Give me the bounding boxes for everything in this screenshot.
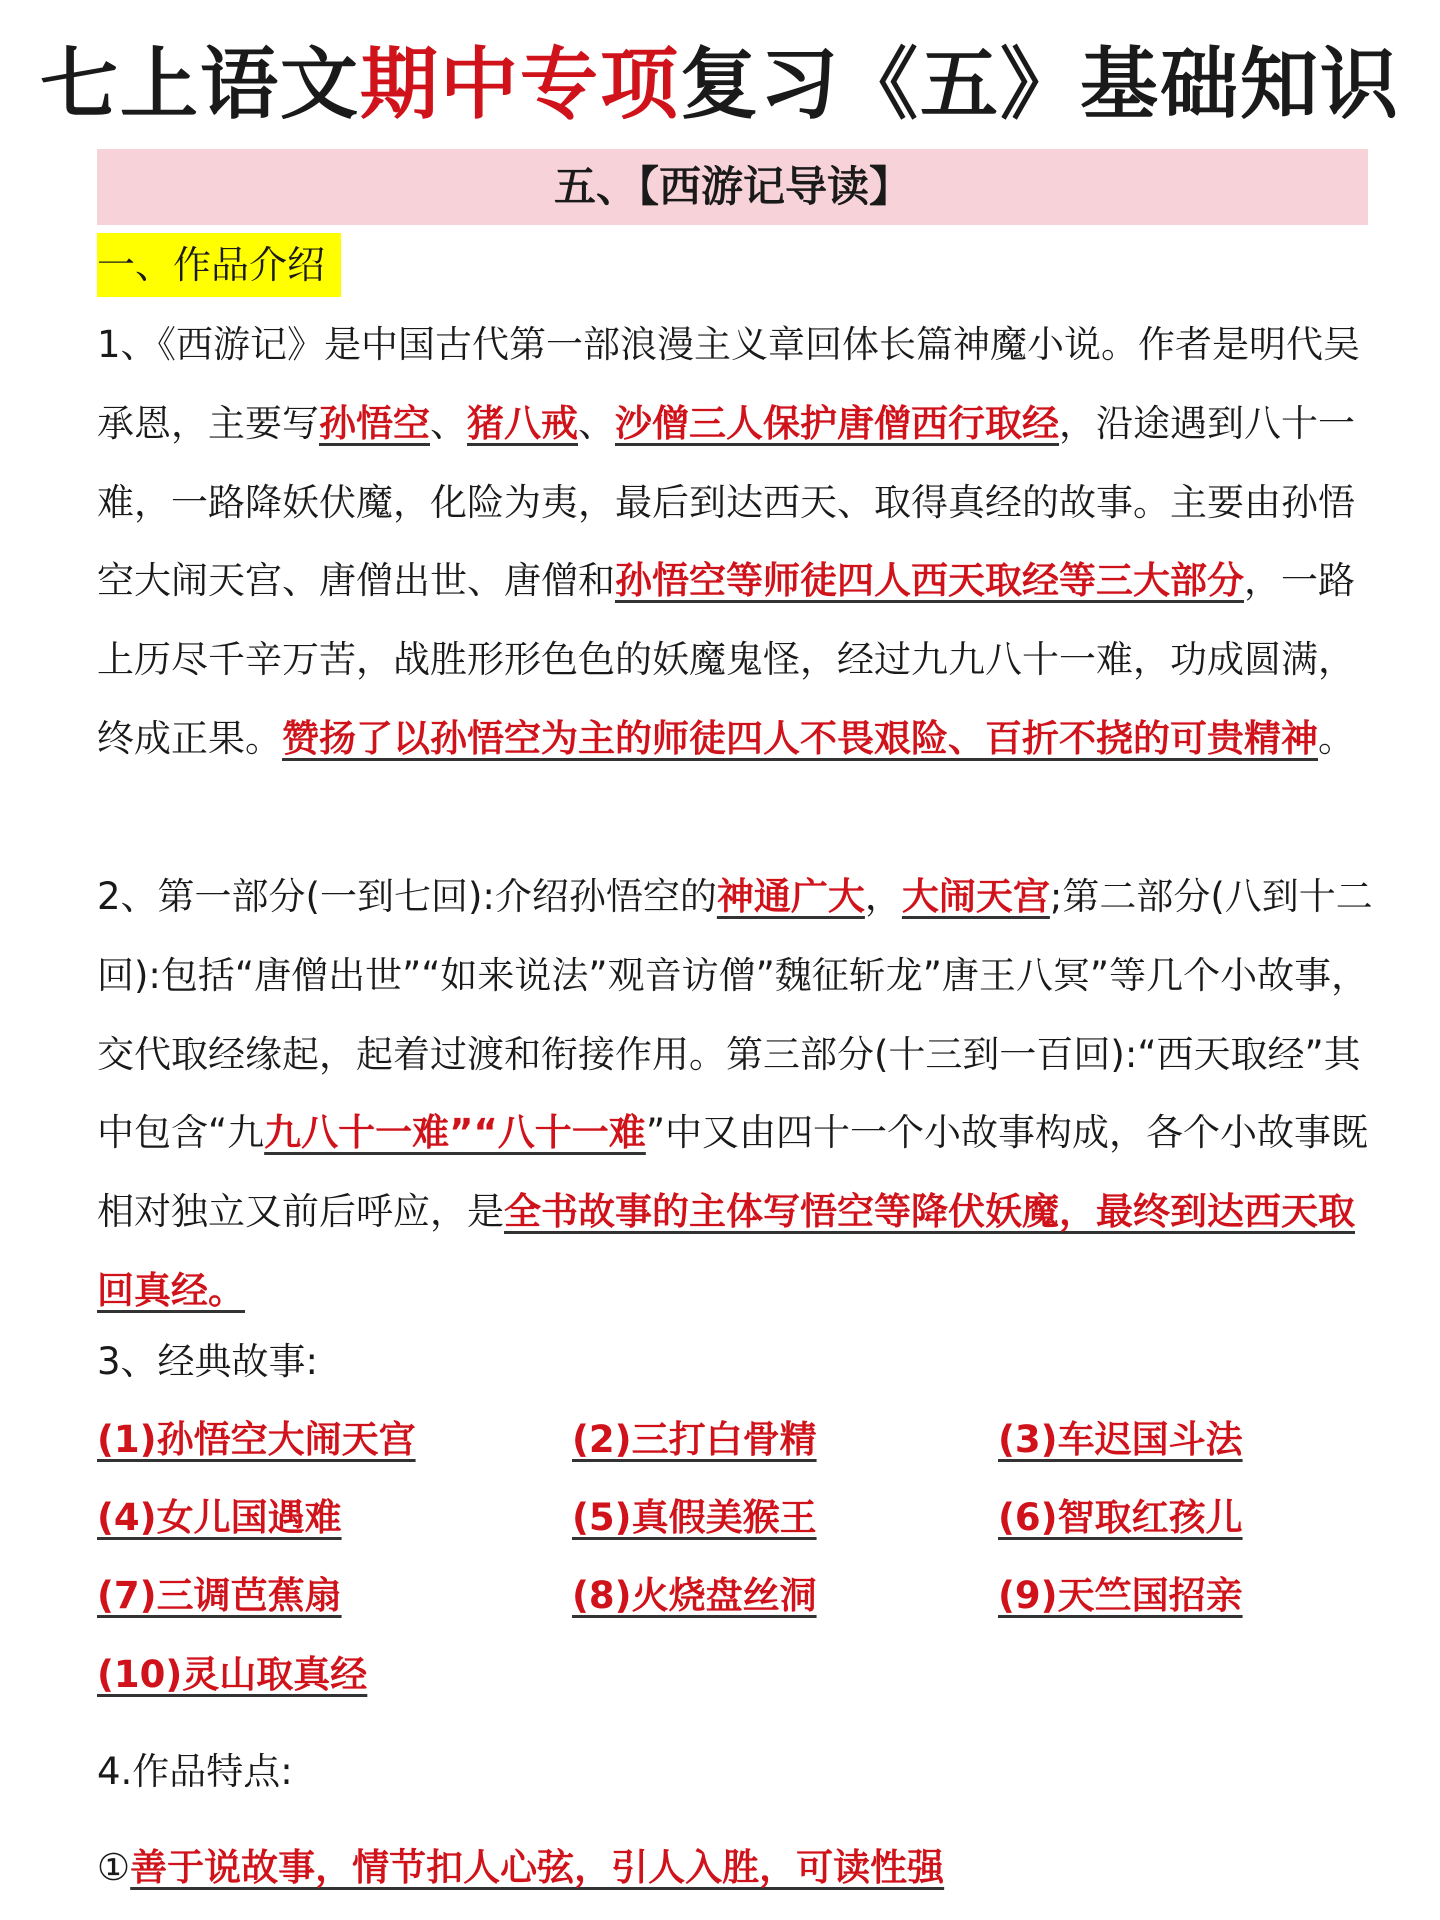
story-item: (2)三打白骨精 (572, 1418, 817, 1461)
features-label: 4.作品特点: (97, 1750, 293, 1793)
story-item: (4)女儿国遇难 (97, 1496, 342, 1539)
story-item: (5)真假美猴王 (572, 1496, 817, 1539)
feature-item-1 (97, 1836, 944, 1900)
p2-text-2: ， (864, 875, 902, 918)
feature-text: 善于说故事，情节扣人心弦，引人入胜，可读性强 (130, 1846, 945, 1889)
p1-text-1: 1、《西游记》是中国古代第一部浪漫主义章回体长篇神魔小说。作者是明代吴承恩，主要写 (97, 323, 1361, 445)
p1-highlight-2: 猪八戒 (467, 401, 578, 445)
p1-text-5: ，一路上历尽千辛万苦，战胜形形色色的妖魔鬼怪，经过九九八十一难，功成圆满，终成正果。 (97, 559, 1355, 760)
paragraph-1 (97, 306, 1377, 779)
section-banner: 五、【西游记导读】 (97, 149, 1368, 225)
p2-text-3: ;第二部分(八到十二回):包括“唐僧出世”“如来说法”观音访僧”魏征斩龙”唐王八冥”等几个小故事，交代取经缘起，起着过渡和衔接作用。第三部分(十三到一百回):“西天取经”其中包含“九 (97, 875, 1373, 1155)
p1-text-4: ，沿途遇到八十一难，一路降妖伏魔，化险为夷，最后到达西天、取得真经的故事。主要由孙悟空大闹天宫、唐僧出世、唐僧和 (97, 401, 1355, 603)
p2-highlight-1: 神通广大 (716, 875, 865, 918)
story-item: (3)车迟国斗法 (998, 1418, 1243, 1461)
p1-highlight-1: 孙悟空 (319, 401, 430, 445)
title-part-2: 期中专项 (359, 39, 680, 130)
p1-text-2: 、 (430, 401, 467, 445)
p1-highlight-3: 沙僧三人保护唐僧西行取经 (615, 401, 1059, 445)
page-title (0, 30, 1440, 140)
story-item: (7)三调芭蕉扇 (97, 1574, 342, 1617)
p1-highlight-5: 赞扬了以孙悟空为主的师徒四人不畏艰险、百折不挠的可贵精神 (282, 716, 1318, 760)
paragraph-2 (97, 858, 1377, 1331)
title-part-1: 七上语文 (39, 39, 360, 130)
p2-highlight-2: 大闹天宫 (901, 875, 1050, 918)
p1-highlight-4: 孙悟空等师徒四人西天取经等三大部分 (615, 559, 1244, 603)
p2-text-1: 2、第一部分(一到七回):介绍孙悟空的 (97, 875, 717, 918)
story-item: (8)火烧盘丝洞 (572, 1574, 817, 1617)
story-item: (10)灵山取真经 (97, 1653, 368, 1696)
story-item: (9)天竺国招亲 (998, 1574, 1243, 1617)
p1-text-6: 。 (1318, 716, 1355, 760)
p2-text-4: ”中又由四十一个小故事构成，各个小故事既相对独立又前后呼应，是 (97, 1111, 1368, 1234)
paragraph-3-label: 3、经典故事: (97, 1340, 319, 1383)
p1-text-3: 、 (578, 401, 615, 445)
story-item: (1)孙悟空大闹天宫 (97, 1418, 416, 1461)
title-part-3: 复习《五》基础知识 (680, 39, 1401, 130)
feature-marker: ① (97, 1846, 131, 1889)
p2-highlight-3: 九八十一难”“八十一难 (264, 1111, 646, 1155)
p2-highlight-4: 全书故事的主体写悟空等降伏妖魔，最终到达西天取回真经。 (97, 1190, 1355, 1312)
story-item: (6)智取红孩儿 (998, 1496, 1243, 1539)
section-heading-intro: 一、作品介绍 (97, 233, 341, 297)
